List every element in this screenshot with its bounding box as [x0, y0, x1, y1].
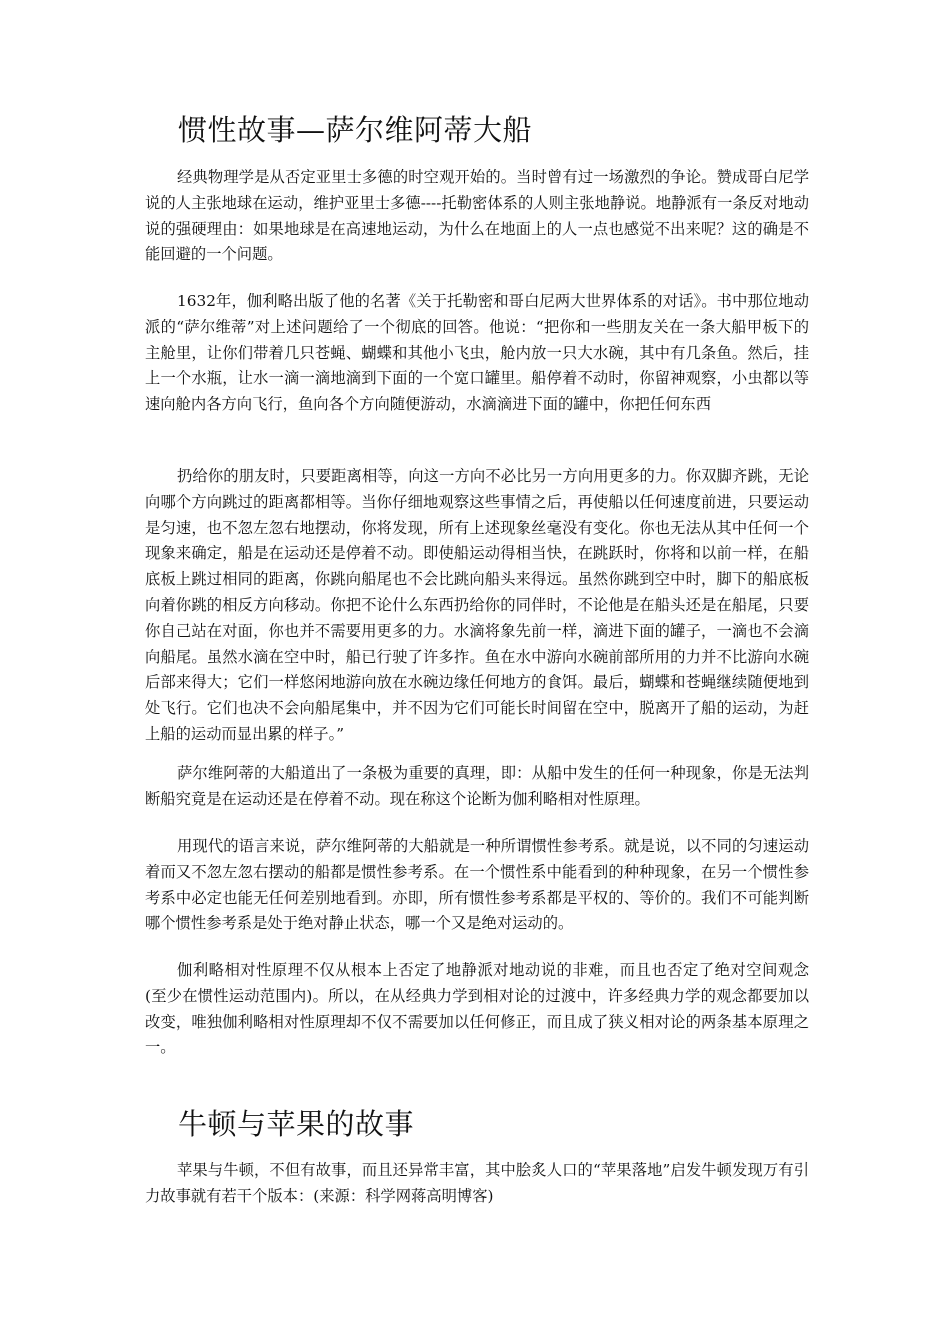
- paragraph-4: 萨尔维阿蒂的大船道出了一条极为重要的真理，即：从船中发生的任何一种现象，你是无法判断船究竟是在运动还是在停着不动。现在称这个论断为伽利略相对性原理。: [145, 764, 809, 808]
- paragraph-5: 用现代的语言来说，萨尔维阿蒂的大船就是一种所谓惯性参考系。就是说，以不同的匀速运动着而又不忽左忽右摆动的船都是惯性参考系。在一个惯性系中能看到的种种现象，在另一个惯性参考系中必定也能无任何差别地看到。亦即，所有惯性参考系都是平权的、等价的。我们不可能判断哪个惯性参考系是处于绝对静止状态，哪一个又是绝对运动的。: [145, 837, 809, 933]
- paragraph-3: 扔给你的朋友时，只要距离相等，向这一方向不必比另一方向用更多的力。你双脚齐跳，无论向哪个方向跳过的距离都相等。当你仔细地观察这些事情之后，再使船以任何速度前进，只要运动是匀速，也不忽左忽右地摆动，你将发现，所有上述现象丝毫没有变化。你也无法从其中任何一个现象来确定，船是在运动还是停着不动。即使船运动得相当快，在跳跃时，你将和以前一样，在船底板上跳过相同的距离，你跳向船尾也不会比跳向船头来得远。虽然你跳到空中时，脚下的船底板向着你跳的相反方向移动。你把不论什么东西扔给你的同伴时，不论他是在船头还是在船尾，只要你自己站在对面，你也并不需要用更多的力。水滴将象先前一样，滴进下面的罐子，一滴也不会滴向船尾。虽然水滴在空中时，船已行驶了许多拃。鱼在水中游向水碗前部所用的力并不比游向水碗后部来得大；它们一样悠闲地游向放在水碗边缘任何地方的食饵。最后，蝴蝶和苍蝇继续随便地到处飞行。它们也决不会向船尾集中，并不因为它们可能长时间留在空中，脱离开了船的运动，为赶上船的运动而显出累的样子。”: [145, 467, 809, 743]
- paragraph-2: 1632年，伽利略出版了他的名著《关于托勒密和哥白尼两大世界体系的对话》。书中那位地动派的“萨尔维蒂”对上述问题给了一个彻底的回答。他说：“把你和一些朋友关在一条大船甲板下的主舱里，让你们带着几只苍蝇、蝴蝶和其他小飞虫，舱内放一只大水碗，其中有几条鱼。然后，挂上一个水瓶，让水一滴一滴地滴到下面的一个宽口罐里。船停着不动时，你留神观察，小虫都以等速向舱内各方向飞行，鱼向各个方向随便游动，水滴滴进下面的罐中，你把任何东西: [145, 292, 809, 414]
- paragraph-7: 苹果与牛顿，不但有故事，而且还异常丰富，其中脍炙人口的“苹果落地”启发牛顿发现万有引力故事就有若干个版本：(来源：科学网蒋高明博客): [145, 1161, 809, 1205]
- paragraph-6: 伽利略相对性原理不仅从根本上否定了地静派对地动说的非难，而且也否定了绝对空间观念(至少在惯性运动范围内)。所以，在从经典力学到相对论的过渡中，许多经典力学的观念都要加以改变，唯独伽利略相对性原理却不仅不需要加以任何修正，而且成了狭义相对论的两条基本原理之一。: [145, 961, 809, 1057]
- paragraph-1: 经典物理学是从否定亚里士多德的时空观开始的。当时曾有过一场激烈的争论。赞成哥白尼学说的人主张地球在运动，维护亚里士多德----托勒密体系的人则主张地静说。地静派有一条反对地动说的强硬理由：如果地球是在高速地运动，为什么在地面上的人一点也感觉不出来呢？这的确是不能回避的一个问题。: [145, 168, 809, 264]
- section-title-inertia: 惯性故事—萨尔维阿蒂大船: [178, 113, 533, 147]
- section-title-newton-apple: 牛顿与苹果的故事: [178, 1107, 415, 1141]
